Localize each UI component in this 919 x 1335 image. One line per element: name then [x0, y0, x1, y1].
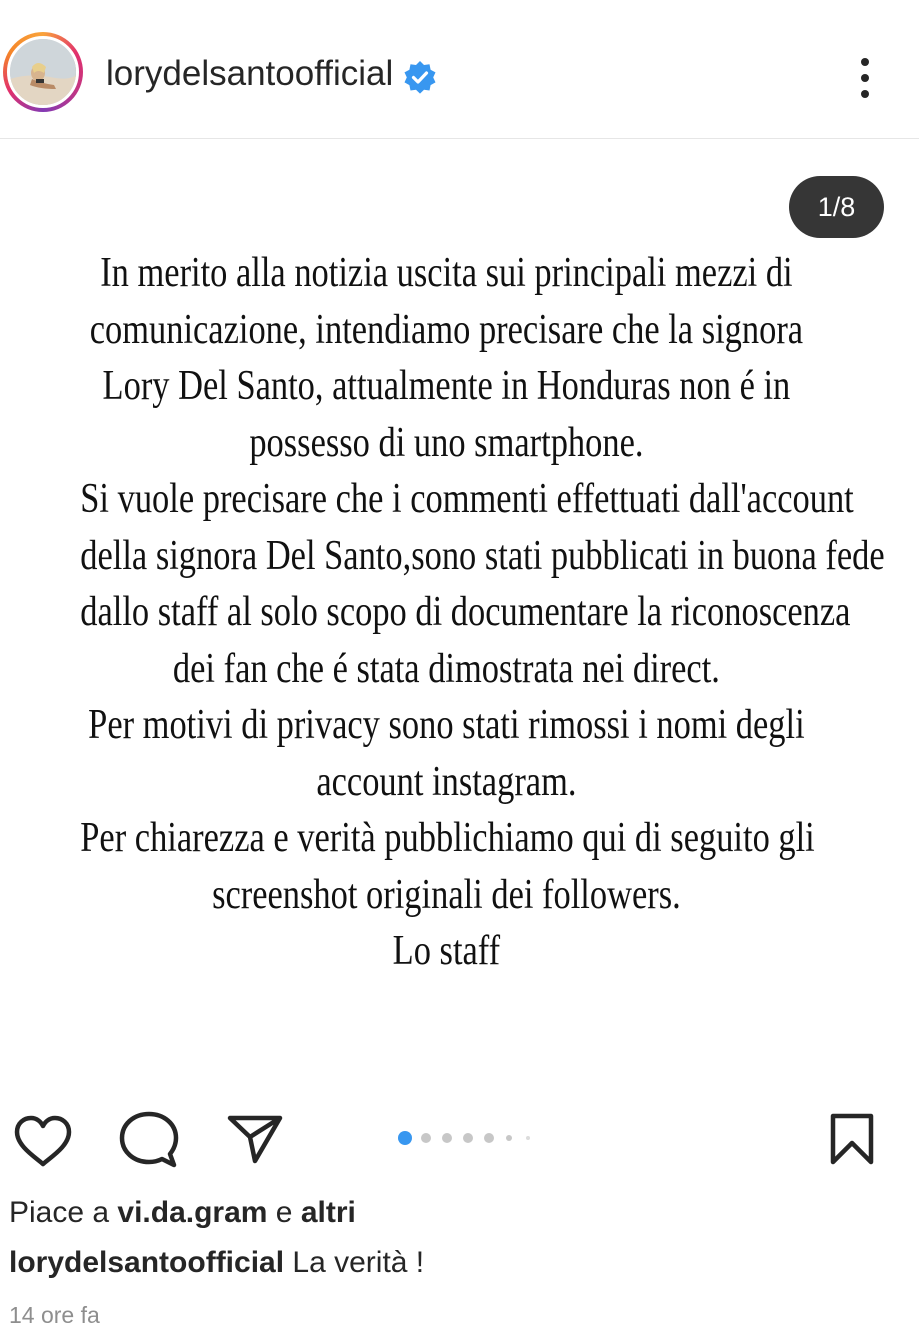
carousel-dot [421, 1133, 431, 1143]
statement-line: account instagram. [316, 758, 577, 805]
carousel-counter: 1/8 [789, 176, 884, 238]
likes-summary[interactable] [9, 1196, 356, 1230]
share-icon[interactable] [226, 1113, 284, 1165]
statement-line: dallo staff al solo scopo di documentare la riconoscenza [80, 589, 851, 635]
caption-username[interactable]: lorydelsantoofficial [9, 1246, 285, 1279]
statement-line: screenshot originali dei followers. [212, 871, 681, 918]
more-vertical-icon[interactable] [850, 54, 880, 102]
statement-line: Per motivi di privacy sono stati rimossi i nomi degli [88, 702, 805, 748]
statement-line: Si vuole precisare che i commenti effettuati dall'account [80, 476, 854, 522]
avatar-image [10, 39, 76, 105]
likes-others[interactable]: altri [300, 1196, 356, 1229]
caption-text: La verità ! [284, 1246, 425, 1279]
statement-line: dei fan che é stata dimostrata nei direct. [172, 645, 720, 692]
post-header [0, 0, 919, 139]
likes-prefix: Piace a [9, 1196, 118, 1229]
statement-line: In merito alla notizia uscita sui principali mezzi di [100, 250, 793, 296]
liker-username[interactable]: vi.da.gram [117, 1196, 268, 1229]
story-ring[interactable] [3, 32, 83, 112]
carousel-dot [463, 1133, 473, 1143]
statement-line: della signora Del Santo,sono stati pubblicati in buona fede [80, 532, 885, 579]
username[interactable]: lorydelsantoofficial [106, 54, 394, 93]
bookmark-icon[interactable] [828, 1112, 876, 1166]
carousel-dot [506, 1135, 512, 1141]
carousel-dot-active [398, 1131, 412, 1145]
statement-line: comunicazione, intendiamo precisare che la signora [89, 306, 804, 353]
statement-line: Lory Del Santo, attualmente in Honduras non é in [102, 363, 791, 409]
statement-line: Per chiarezza e verità pubblichiamo qui di seguito gli [80, 815, 815, 861]
caption [9, 1246, 424, 1280]
carousel-dot [526, 1136, 530, 1140]
post-timestamp: 14 ore fa [9, 1302, 100, 1328]
verified-badge-icon [403, 60, 437, 94]
avatar[interactable] [7, 36, 79, 108]
carousel-dot [484, 1133, 494, 1143]
statement-line: possesso di uno smartphone. [249, 419, 644, 466]
heart-icon[interactable] [13, 1114, 73, 1168]
post-statement [80, 245, 885, 980]
statement-line: Lo staff [392, 928, 501, 974]
carousel-dot [442, 1133, 452, 1143]
comment-icon[interactable] [118, 1110, 180, 1170]
likes-middle: e [267, 1196, 301, 1229]
